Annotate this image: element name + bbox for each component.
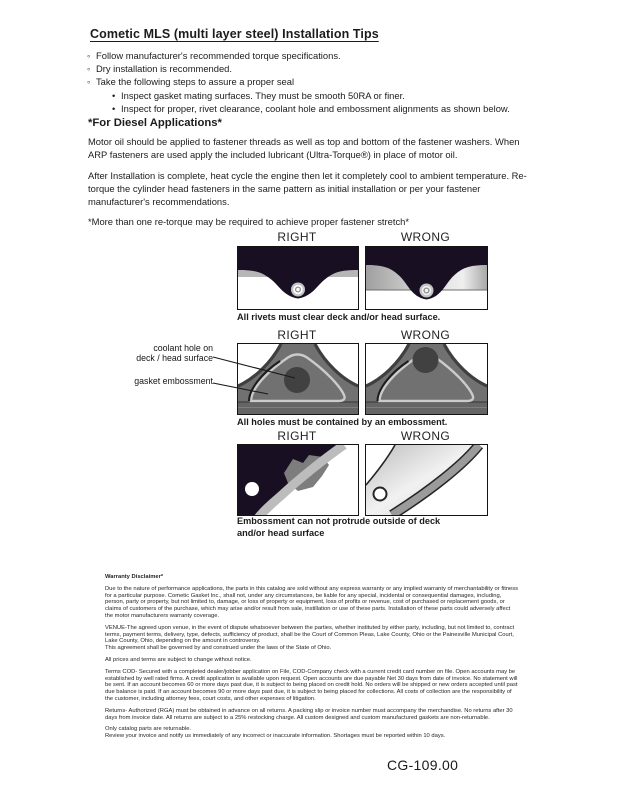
section-heading: *For Diesel Applications* — [88, 117, 222, 129]
right-label: RIGHT — [277, 328, 317, 342]
rivet-clearance-right-diagram — [237, 246, 359, 310]
paragraph: Motor oil should be applied to fastener threads as well as top and bottom of the fastener washers. When ARP fasteners are used apply the included lubricant (Ultra-Torque®) in place of motor oil. — [88, 136, 520, 161]
paragraph: After Installation is complete, heat cycle the engine then let it completely cool to ambient temperature. Re-torque the cylinder head fasteners in the same pattern as initial installation or per your fastener manufacturer's recommendations. — [88, 169, 527, 208]
embossment-containment-wrong-diagram — [365, 343, 488, 415]
right-label: RIGHT — [277, 230, 317, 244]
list-item-text: Inspect for proper, rivet clearance, coolant hole and embossment alignments as shown below. — [121, 102, 510, 114]
bullet-icon: ◦ — [87, 63, 91, 75]
bullet-icon: • — [112, 102, 116, 114]
bolt-hole-icon — [374, 488, 387, 501]
gasket-embossment-label: gasket embossment — [134, 376, 213, 386]
wrong-label: WRONG — [400, 328, 451, 342]
list-item-text: Follow manufacturer's recommended torque specifications. — [96, 50, 341, 61]
wrong-label: WRONG — [400, 429, 451, 443]
paragraph: *More than one re-torque may be required to achieve proper fastener stretch* — [88, 216, 410, 228]
diagram-caption: All holes must be contained by an embossment. — [237, 417, 448, 427]
legal-paragraph: This agreement shall be governed by and construed under the laws of the State of Ohio. — [105, 645, 332, 652]
list-item — [87, 89, 587, 102]
legal-paragraph: Due to the nature of performance applications, the parts in this catalog are sold without any express warranty or any implied warranty of merchantability or fitness for a particular purpose. Cometic Gasket Inc., shall not, under any circumstances, be liable for any special, incidental or consequential damages, including, person, party or property, but not limited to, damage, or loss of property or equipment, loss of profits or revenue, cost of purchased or replacement goods, or claims of customers of the purchase, which may arise and/or result from sale, instillation or use of these parts. Installation of these parts could adversely affect the motor manufacturers warranty coverage. — [105, 585, 519, 619]
list-item — [87, 49, 587, 62]
embossment-protrusion-right-diagram — [237, 444, 359, 516]
list-item — [87, 75, 587, 88]
installation-tips-list — [87, 49, 587, 115]
embossment-protrusion-wrong-diagram — [365, 444, 488, 516]
coolant-hole-label: coolant hole on deck / head surface — [136, 343, 213, 363]
rivet-clearance-wrong-diagram — [365, 246, 488, 310]
warranty-disclaimer-section — [105, 574, 519, 740]
wrong-label: WRONG — [400, 230, 451, 244]
list-item-text: Dry installation is recommended. — [96, 63, 232, 75]
diagram-caption: Embossment can not protrude outside of deck and/or head surface — [237, 516, 441, 538]
right-label: RIGHT — [277, 429, 317, 443]
legal-paragraph: Returns- Authorized (RGA) must be obtained in advance on all returns. A packing slip or invoice number must accompany the merchandise. No returns after 30 days from invoice date. All returns are subject to a 25% restocking charge. All custom designed and custom manufactured gaskets are non-returnable. — [105, 707, 513, 721]
list-item — [87, 102, 587, 115]
legal-paragraph: Review your invoice and notify us immediately of any incorrect or inaccurate information. Shortages must be reported within 10 days. — [105, 733, 446, 740]
legal-paragraph: Only catalog parts are returnable. — [105, 726, 192, 733]
list-item-text: Take the following steps to assure a proper seal — [96, 76, 295, 88]
coolant-hole-icon — [413, 347, 439, 373]
legal-paragraph: All prices and terms are subject to change without notice. — [105, 656, 252, 663]
legal-paragraph: Terms COD- Secured with a completed dealer/jobber application on File, COD-Company check with a current credit card number on file. Open accounts may be established by well rated firms. A credit application is available upon request. Open accounts are due payable Net 30 days from date of invoice. No statement will be sent. If an account becomes 60 or more days past due, it is subject to being placed on credit hold. No orders will be shipped or new orders accepted until past due balance is paid. If an account becomes 90 or more days past due, it is subject to being placed for collections. All costs of collection are the responsibility of the customer, including attorney fees, court costs, and other expenses of litigation. — [105, 668, 518, 702]
bullet-icon: ◦ — [87, 50, 91, 61]
legal-heading: Warranty Disclaimer* — [105, 574, 164, 580]
legal-paragraph: VENUE-The agreed upon venue, in the event of dispute whatsoever between the parties, whether instituted by either party, including, but not limited to, contract terms, payment terms, delivery, type, defects, sufficiency of product, shall be the Court of Common Pleas, Lake County, Ohio or the Painesville Municipal Court, Lake County, Ohio, depending on the amount in controversy. — [105, 624, 515, 645]
page-title: Cometic MLS (multi layer steel) Installation Tips — [90, 27, 379, 41]
bullet-icon: ◦ — [87, 76, 91, 88]
list-item — [87, 62, 587, 75]
bolt-hole-icon — [245, 482, 259, 496]
label-pointer-lines — [213, 352, 303, 400]
page-code: CG-109.00 — [387, 757, 459, 773]
diagram-caption: All rivets must clear deck and/or head surface. — [237, 312, 441, 322]
bullet-icon: • — [112, 89, 116, 101]
list-item-text: Inspect gasket mating surfaces. They must be smooth 50RA or finer. — [121, 89, 405, 101]
diesel-applications-section — [88, 117, 536, 235]
